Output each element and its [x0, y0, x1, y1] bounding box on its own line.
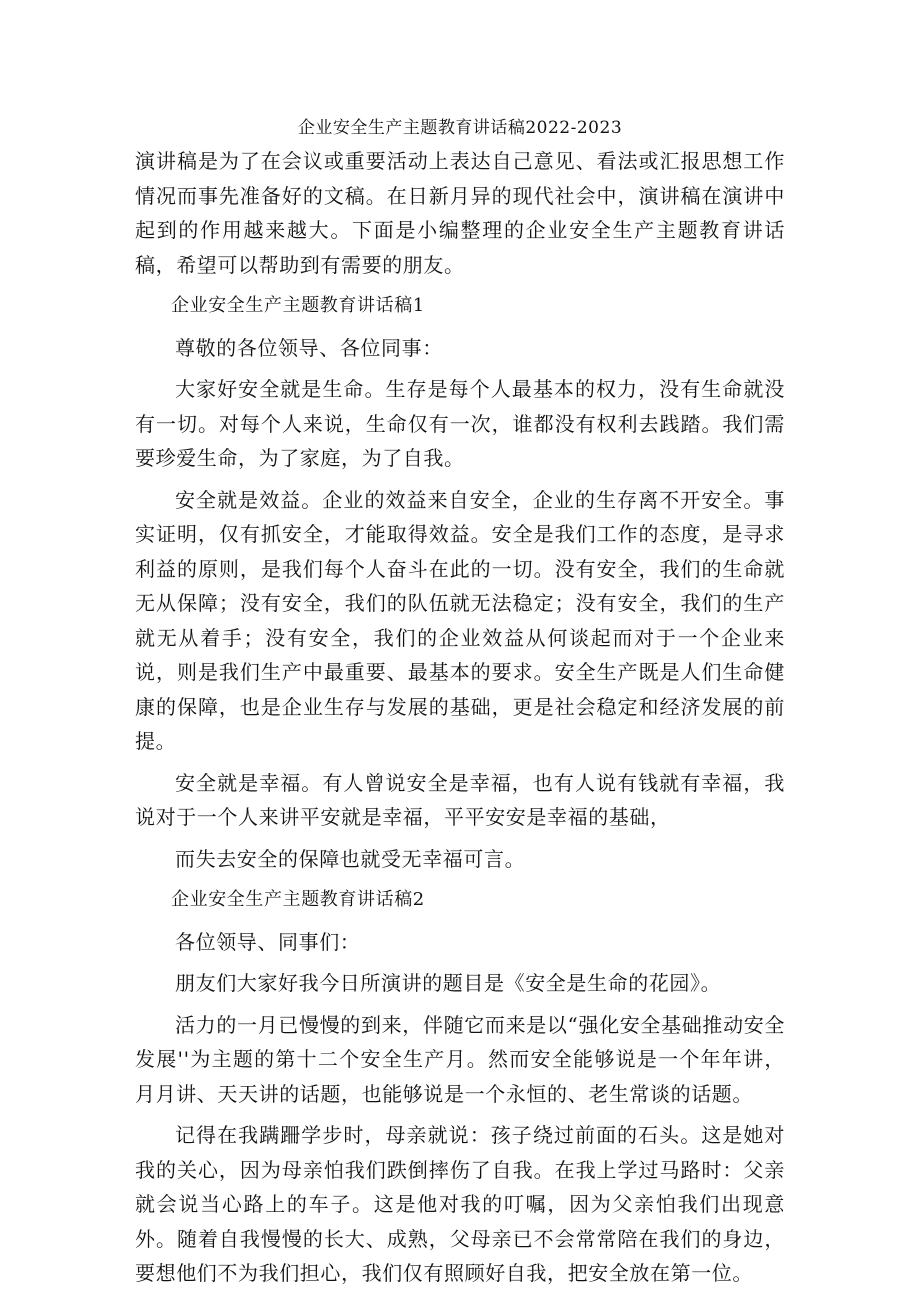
- body-paragraph: 朋友们大家好我今日所演讲的题目是《安全是生命的花园》。: [175, 971, 722, 995]
- body-paragraph: 安全就是幸福。有人曾说安全是幸福，也有人说有钱就有幸福，我说对于一个人来讲平安就是幸福，平平安安是幸福的基础，: [135, 770, 785, 829]
- section-heading-1: 企业安全生产主题教育讲话稿1: [171, 295, 425, 316]
- salutation-1: 尊敬的各位领导、各位同事：: [175, 335, 443, 360]
- document-body: [135, 144, 785, 1298]
- body-paragraph: 大家好安全就是生命。生存是每个人最基本的权力，没有生命就没有一切。对每个人来说，生命仅有一次，谁都没有权利去践踏。我们需要珍爱生命，为了家庭，为了自我。: [135, 377, 785, 470]
- document-title: 企业安全生产主题教育讲话稿2022-2023: [297, 118, 623, 138]
- salutation-2: 各位领导、同事们：: [175, 929, 361, 954]
- section-heading-2: 企业安全生产主题教育讲话稿2: [171, 889, 425, 910]
- body-paragraph: 活力的一月已慢慢的到来，伴随它而来是以“强化安全基础推动安全发展''为主题的第十二个安全生产月。然而安全能够说是一个年年讲，月月讲、天天讲的话题，也能够说是一个永恒的、老生常谈的话题。: [135, 1012, 785, 1106]
- body-paragraph: 而失去安全的保障也就受无幸福可言。: [175, 846, 526, 871]
- body-paragraph: 安全就是效益。企业的效益来自安全，企业的生存离不开安全。事实证明，仅有抓安全，才能取得效益。安全是我们工作的态度，是寻求利益的原则，是我们每个人奋斗在此的一切。没有安全，我们的生命就无从保障；没有安全，我们的队伍就无法稳定；没有安全，我们的生产就无从着手；没有安全，我们的企业效益从何谈起而对于一个企业来说，则是我们生产中最重要、最基本的要求。安全生产既是人们生命健康的保障，也是企业生存与发展的基础，更是社会稳定和经济发展的前提。: [135, 487, 785, 753]
- body-paragraph: 记得在我蹒跚学步时，母亲就说：孩子绕过前面的石头。这是她对我的关心，因为母亲怕我们跌倒摔伤了自我。在我上学过马路时：父亲就会说当心路上的车子。这是他对我的叮嘱，因为父亲怕我们出现意外。随着自我慢慢的长大、成熟，父母亲已不会常常陪在我们的身边，要想他们不为我们担心，我们仅有照顾好自我，把安全放在第一位。: [135, 1123, 785, 1285]
- intro-paragraph: 演讲稿是为了在会议或重要活动上表达自己意见、看法或汇报思想工作情况而事先准备好的文稿。在日新月异的现代社会中，演讲稿在演讲中起到的作用越来越大。下面是小编整理的企业安全生产主题教育讲话稿，希望可以帮助到有需要的朋友。: [135, 149, 785, 277]
